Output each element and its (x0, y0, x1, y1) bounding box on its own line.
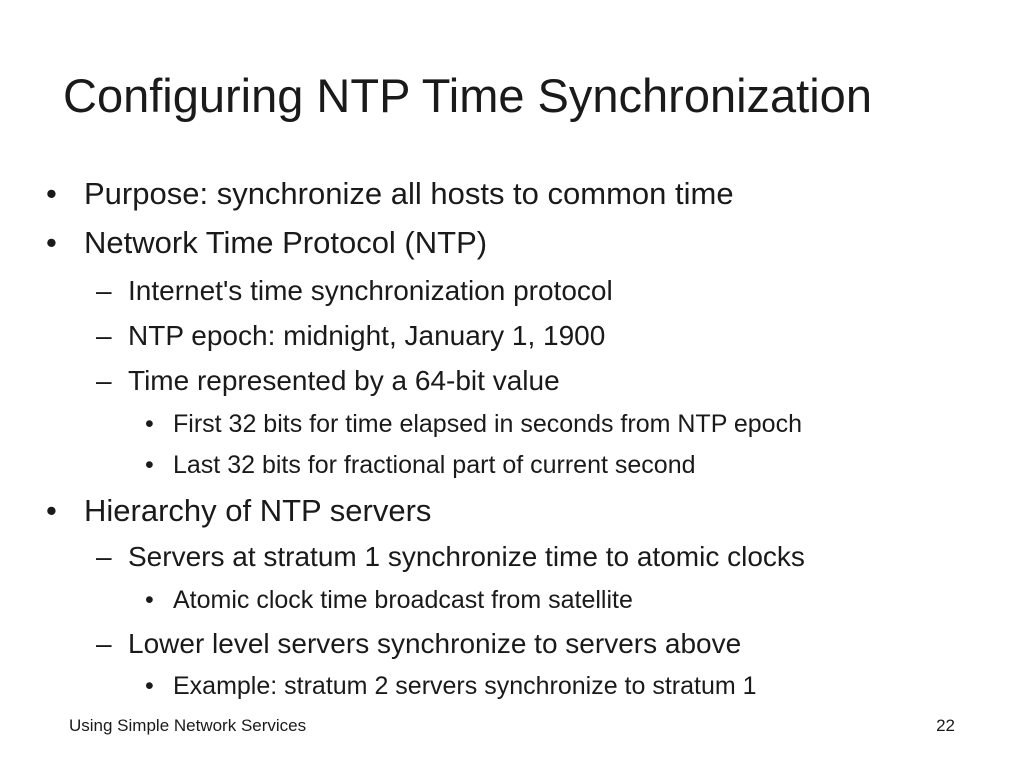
sub-bullet-item (96, 320, 606, 352)
sub-sub-bullet-text: Last 32 bits for fractional part of current second (173, 451, 696, 479)
sub-bullet-item (96, 628, 742, 660)
sub-sub-bullet-text: Atomic clock time broadcast from satellite (173, 586, 633, 614)
bullet-text: Network Time Protocol (NTP) (84, 225, 488, 260)
bullet-item (46, 225, 488, 261)
bullet-item (46, 493, 432, 529)
sub-bullet-text: Lower level servers synchronize to servers above (128, 628, 742, 659)
sub-sub-bullet-text: Example: stratum 2 servers synchronize to stratum 1 (173, 672, 757, 700)
sub-bullet-marker: – (96, 628, 112, 659)
sub-sub-bullet-item (145, 409, 802, 439)
sub-bullet-text: Time represented by a 64-bit value (128, 365, 560, 396)
sub-bullet-marker: – (96, 320, 112, 351)
bullet-item (46, 176, 734, 212)
bullet-marker: • (46, 493, 57, 528)
sub-bullet-item (96, 275, 613, 307)
sub-sub-bullet-text: First 32 bits for time elapsed in seconds from NTP epoch (173, 410, 802, 438)
sub-sub-bullet-item (145, 450, 696, 480)
sub-bullet-marker: – (96, 275, 112, 306)
bullet-marker: • (46, 225, 57, 260)
sub-sub-bullet-marker: • (145, 672, 154, 700)
sub-bullet-text: Internet's time synchronization protocol (128, 275, 613, 306)
footer-title: Using Simple Network Services (69, 716, 307, 735)
sub-bullet-marker: – (96, 541, 112, 572)
sub-sub-bullet-marker: • (145, 410, 154, 438)
sub-sub-bullet-marker: • (145, 451, 154, 479)
sub-bullet-text: NTP epoch: midnight, January 1, 1900 (128, 320, 606, 351)
sub-bullet-marker: – (96, 365, 112, 396)
sub-bullet-text: Servers at stratum 1 synchronize time to atomic clocks (128, 541, 805, 572)
sub-sub-bullet-marker: • (145, 586, 154, 614)
bullet-text: Hierarchy of NTP servers (84, 493, 432, 528)
sub-sub-bullet-item (145, 671, 757, 701)
sub-sub-bullet-item (145, 585, 633, 615)
bullet-text: Purpose: synchronize all hosts to common time (84, 176, 734, 211)
sub-bullet-item (96, 541, 805, 573)
bullet-marker: • (46, 176, 57, 211)
page-number: 22 (936, 716, 955, 735)
slide-title: Configuring NTP Time Synchronization (63, 69, 872, 122)
sub-bullet-item (96, 365, 560, 397)
